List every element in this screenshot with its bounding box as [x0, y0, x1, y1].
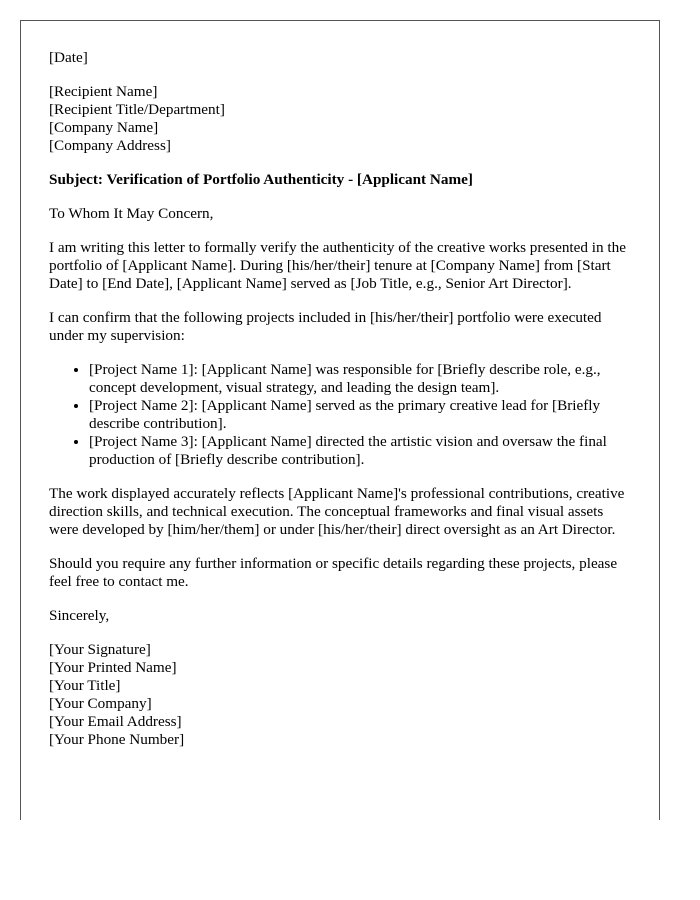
- letter-body: [49, 49, 635, 765]
- sender-title: [Your Title]: [49, 677, 121, 694]
- recipient-address: [Company Address]: [49, 137, 171, 154]
- closing: Sincerely,: [49, 607, 110, 624]
- sender-phone: [Your Phone Number]: [49, 731, 185, 748]
- list-item: • [Project Name 3]: [Applicant Name] directed the artistic vision and oversaw the final production of [Briefly describe contribution].: [89, 433, 635, 469]
- date-line: [Date]: [49, 49, 88, 66]
- list-item: • [Project Name 2]: [Applicant Name] served as the primary creative lead for [Briefly describe contribution].: [89, 397, 635, 433]
- signature-line: [Your Signature]: [49, 641, 151, 658]
- printed-name: [Your Printed Name]: [49, 659, 177, 676]
- recipient-company: [Company Name]: [49, 119, 159, 136]
- reflection-paragraph: The work displayed accurately reflects [Applicant Name]'s professional contributions, creative direction skills, and technical execution. The conceptual frameworks and final visual assets were developed by [him/her/them] or under [his/her/their] direct oversight as an Art Director.: [49, 485, 625, 538]
- sender-company: [Your Company]: [49, 695, 152, 712]
- signature-block: [49, 641, 635, 749]
- intro-paragraph: I am writing this letter to formally verify the authenticity of the creative works presented in the portfolio of [Applicant Name]. During [his/her/their] tenure at [Company Name] from [Start Date] to [End Date], [Applicant Name] served as [Job Title, e.g., Senior Art Director].: [49, 239, 626, 292]
- contact-paragraph: Should you require any further information or specific details regarding these projects, please feel free to contact me.: [49, 555, 618, 590]
- confirmation-paragraph: I can confirm that the following projects included in [his/her/their] portfolio were executed under my supervision:: [49, 309, 602, 344]
- recipient-title: [Recipient Title/Department]: [49, 101, 225, 118]
- letter-page: [20, 20, 660, 820]
- recipient-name: [Recipient Name]: [49, 83, 158, 100]
- project-list: [49, 361, 635, 469]
- list-item: • [Project Name 1]: [Applicant Name] was responsible for [Briefly describe role, e.g., concept development, visual strategy, and leading the design team].: [89, 361, 635, 397]
- recipient-block: [49, 83, 635, 155]
- sender-email: [Your Email Address]: [49, 713, 182, 730]
- salutation: To Whom It May Concern,: [49, 205, 214, 222]
- subject-line: Subject: Verification of Portfolio Authenticity - [Applicant Name]: [49, 171, 473, 188]
